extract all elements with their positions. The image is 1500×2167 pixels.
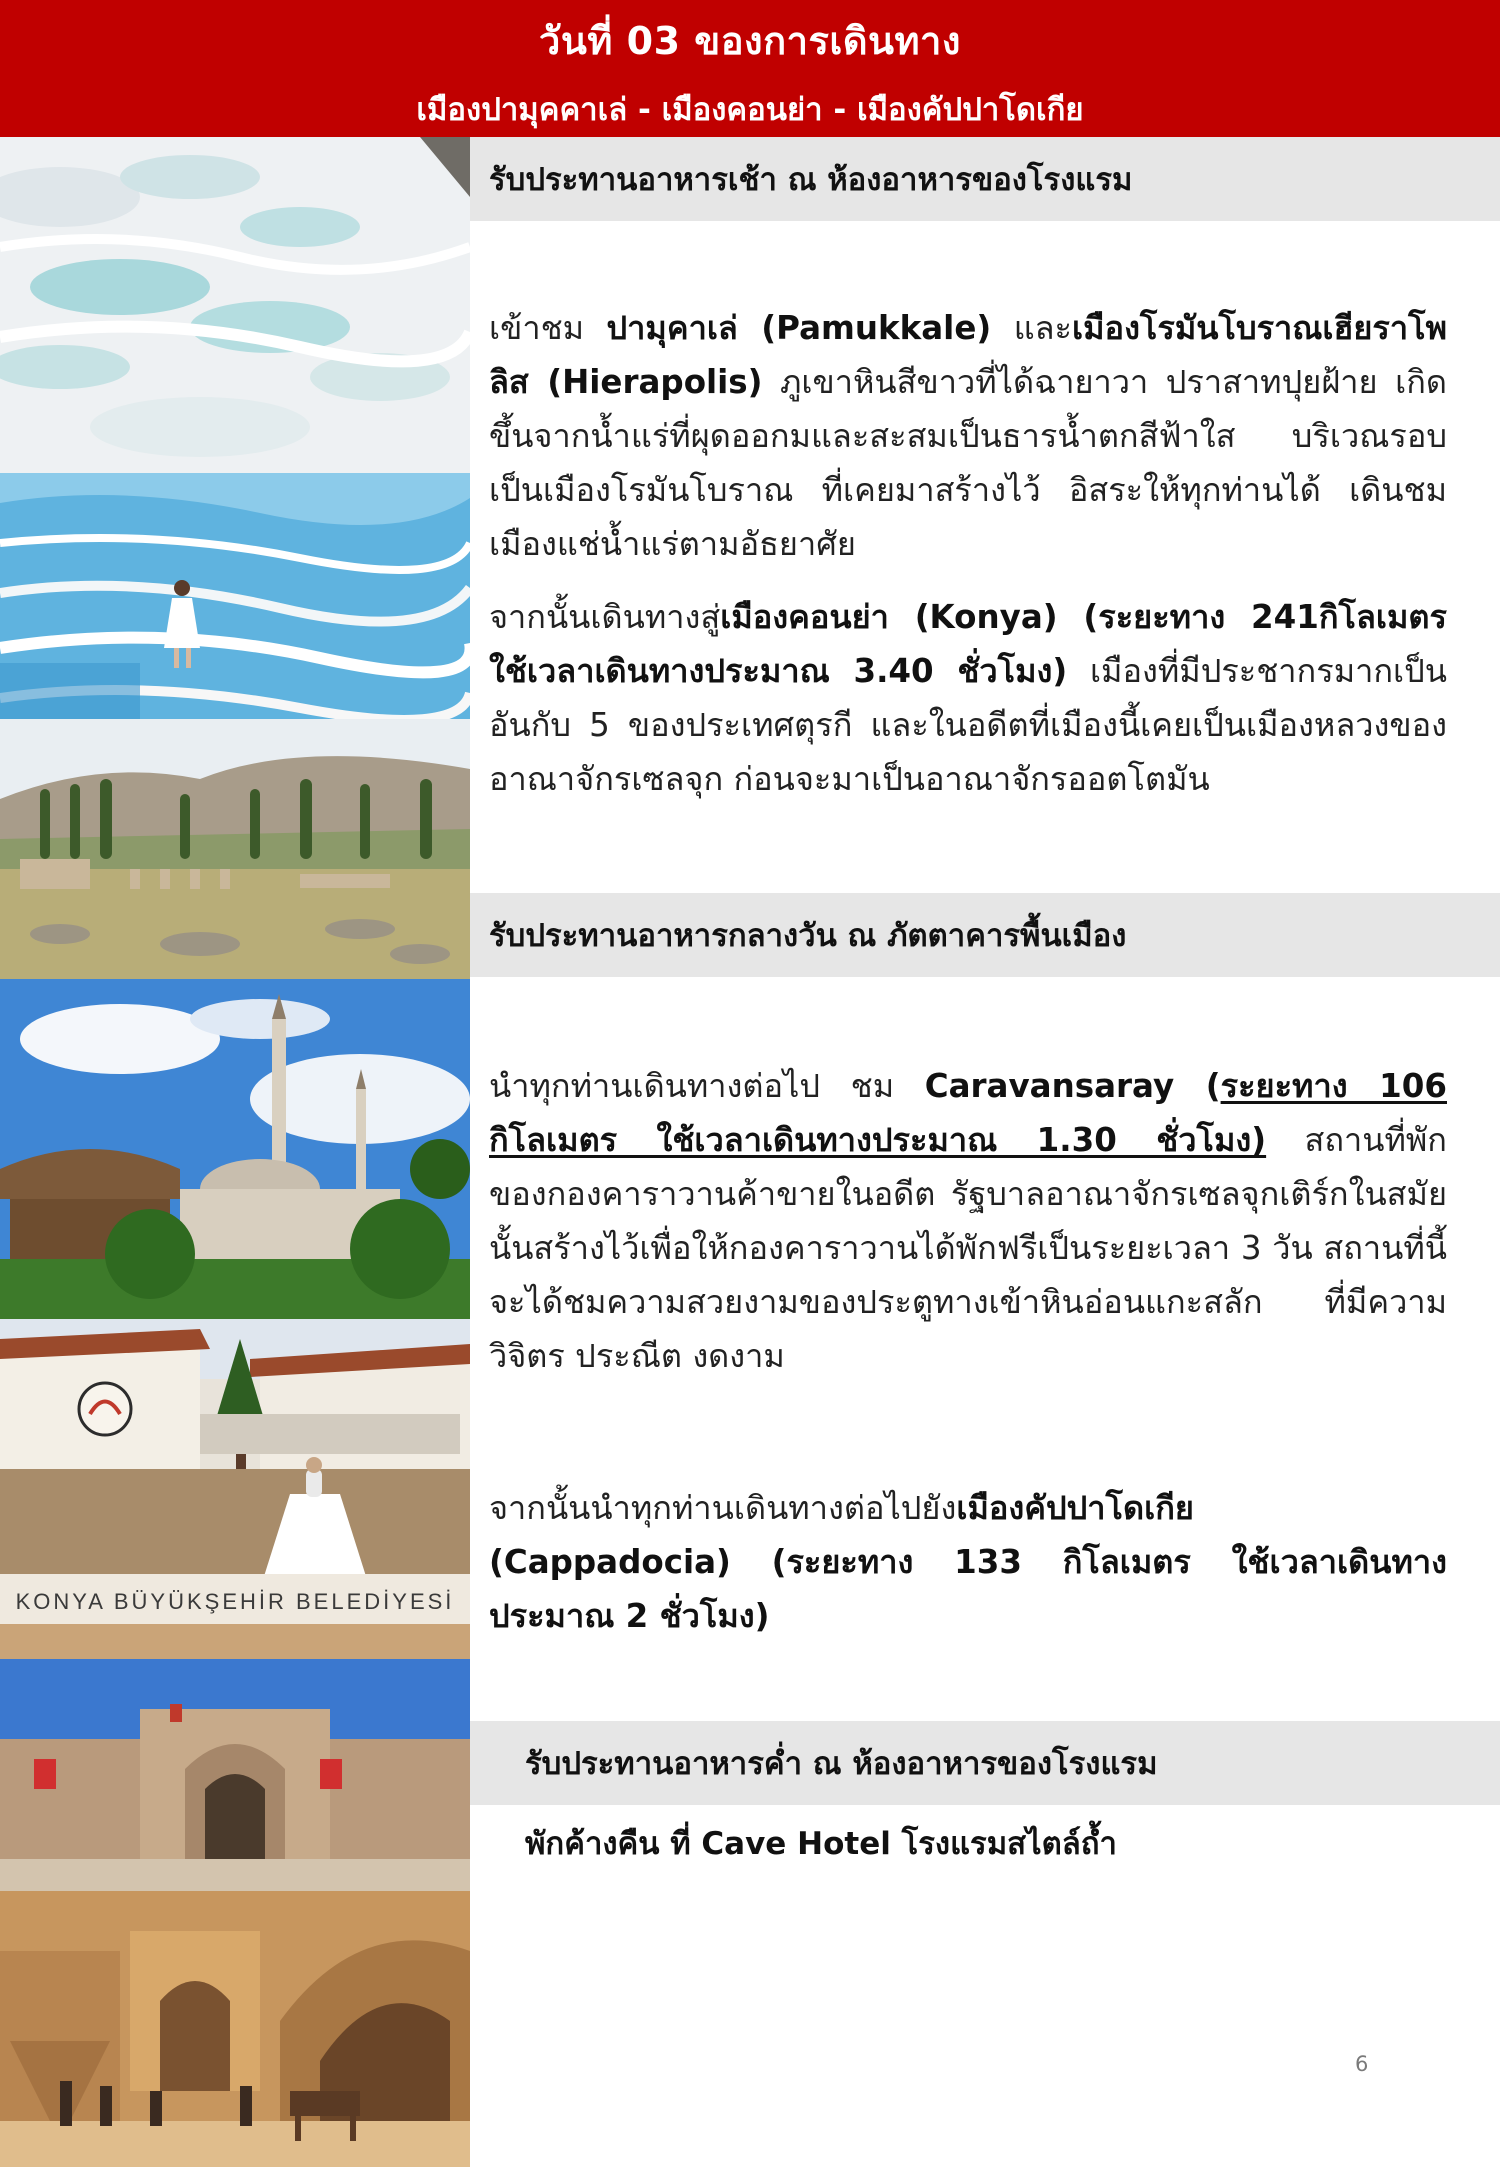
p3-text-1: นำทุกท่านเดินทางต่อไป ชม [489, 1067, 925, 1105]
photo-column [0, 137, 470, 2167]
p2-bold-1: เมืองคอนย่า (Konya) (ระยะทาง 241กิโลเมตร ใช้เวลาเดินทางประมาณ 3.40 ชั่วโมง) [489, 598, 1447, 690]
dinner-band [470, 1721, 1500, 1805]
p2-text-2: เมืองที่มีประชากรมากเป็นอันกับ 5 ของประเทศตุรกี และในอดีตที่เมืองนี้เคยเป็นเมืองหลวงของอาณาจักรเซลจุก ก่อนจะมาเป็นอาณาจักรออตโตมัน [489, 652, 1448, 798]
accommodation-text: พักค้างคืน ที่ Cave Hotel โรงแรมสไตล์ถ้ำ [525, 1826, 1117, 1862]
photo-sign-text: KONYA BÜYÜKŞEHİR BELEDİYESİ [15, 1589, 455, 1614]
lunch-text: รับประทานอาหารกลางวัน ณ ภัตตาคารพื้นเมือง [489, 918, 1127, 954]
p1-text-1: เข้าชม [489, 309, 607, 347]
breakfast-text: รับประทานอาหารเช้า ณ ห้องอาหารของโรงแรม [489, 162, 1133, 198]
konya-paragraph [489, 590, 1447, 806]
p1-text-3: ภูเขาหินสีขาวที่ได้ฉายาวา ปราสาทปุยฝ้าย เกิดขึ้นจากน้ำแร่ที่ผุดออกมและสะสมเป็นธารน้ำตกสีฟ้าใส บริเวณรอบเป็นเมืองโรมันโบราณ ที่เคยมาสร้างไว้ อิสระให้ทุกท่านได้ เดินชมเมืองแช่น้ำแร่ตามอัธยาศัย [489, 363, 1447, 563]
p1-bold-2: เมืองโรมันโบราณเฮียราโพลิส (Hierapolis) [489, 309, 1448, 401]
p2-text-1: จากนั้นเดินทางสู่ [489, 598, 721, 636]
page-number: 6 [1355, 2052, 1369, 2076]
day-header [0, 0, 1500, 137]
lunch-band [470, 893, 1500, 977]
breakfast-band [470, 137, 1500, 221]
pamukkale-paragraph [489, 301, 1447, 571]
p3-text-2: สถานที่พักของกองคาราวานค้าขายในอดีต รัฐบาลอาณาจักรเซลจุกเติร์กในสมัยนั้นสร้างไว้เพื่อให้กองคาราวานได้พักฟรีเป็นระยะเวลา 3 วัน สถานที่นี้จะได้ชมความสวยงามของประตูทางเข้าหินอ่อนแกะสลัก ที่มีความวิจิตร ประณีต งดงาม [489, 1121, 1447, 1375]
p3-underlined-distance: ระยะทาง 106 กิโลเมตร ใช้เวลาเดินทางประมาณ 1.30 ชั่วโมง) [489, 1067, 1447, 1159]
pamukkale-terraces-photo [0, 137, 470, 473]
day-title: วันที่ 03 ของการเดินทาง [539, 19, 961, 63]
p1-text-2: และ [991, 309, 1073, 347]
caravansaray-gate-photo [0, 1659, 470, 1891]
p4-text-1: จากนั้นนำทุกท่านเดินทางต่อไปยัง [489, 1489, 957, 1527]
route-title: เมืองปามุคคาเล่ - เมืองคอนย่า - เมืองคัปปาโดเกีย [416, 92, 1084, 128]
konya-mevlana-mosque-photo [0, 979, 470, 1319]
p4-bold-1: เมืองคัปปาโดเกีย (Cappadocia) (ระยะทาง 133 กิโลเมตร ใช้เวลาเดินทางประมาณ 2 ชั่วโมง) [489, 1489, 1447, 1635]
p3-bold-1: Caravansaray ( [924, 1067, 1221, 1105]
caravansaray-courtyard-photo [0, 1891, 470, 2167]
hierapolis-ruins-photo [0, 719, 470, 979]
pamukkale-pools-woman-photo [0, 473, 470, 719]
dinner-text: รับประทานอาหารค่ำ ณ ห้องอาหารของโรงแรม [525, 1746, 1158, 1782]
caravansaray-paragraph [489, 1059, 1447, 1383]
p1-bold-1: ปามุคาเล่ (Pamukkale) [606, 309, 992, 347]
cappadocia-paragraph [489, 1481, 1447, 1643]
konya-whirling-dervish-photo [0, 1319, 470, 1659]
